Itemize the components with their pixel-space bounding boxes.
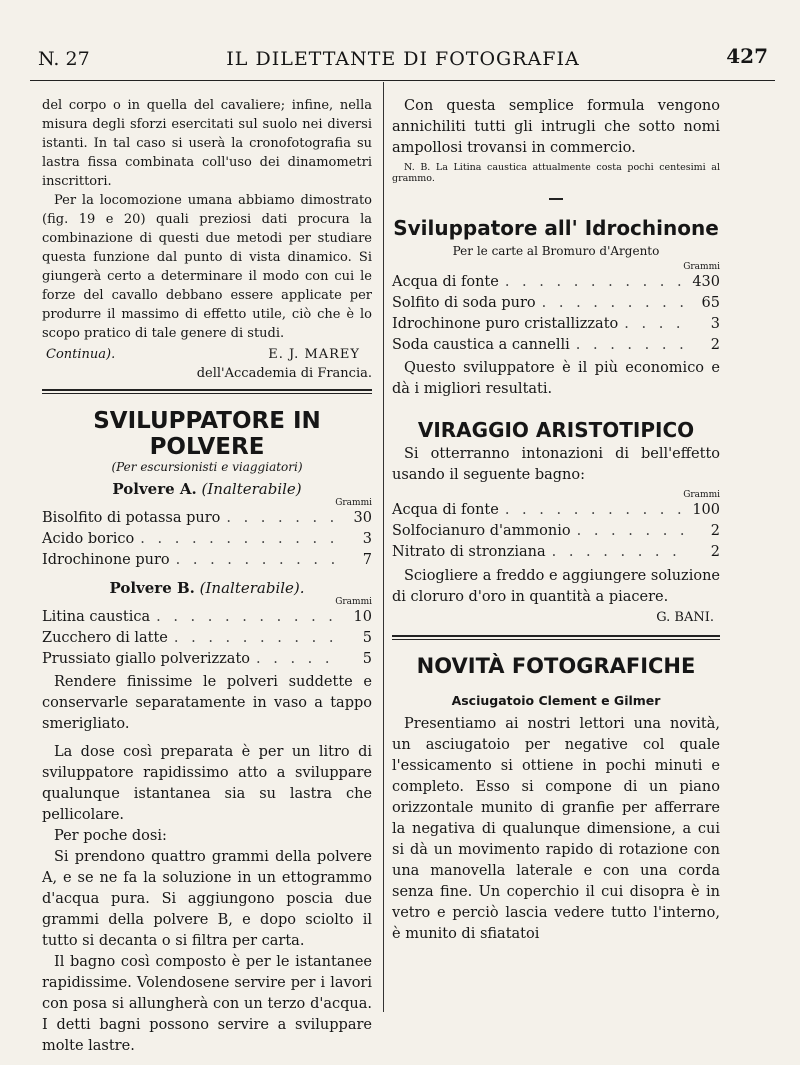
ingredient-name: Idrochinone puro cristallizzato bbox=[392, 316, 619, 332]
author-affiliation: dell'Accademia di Francia. bbox=[196, 366, 372, 381]
section-rule bbox=[42, 389, 372, 394]
body-paragraph: Con questa semplice formula vengono annichiliti tutti gli intrugli che sotto nomi ampollosi trovansi in commercio. bbox=[392, 98, 720, 156]
nota-bene: N. B. La Litina caustica attualmente costa pochi centesimi al grammo. bbox=[392, 162, 720, 184]
polvere-b-list bbox=[42, 607, 372, 670]
recipe-row bbox=[42, 529, 372, 550]
polvere-b-heading bbox=[42, 579, 372, 597]
ingredient-name: Acido borico bbox=[42, 531, 135, 547]
intro-paragraph: del corpo o in quella del cavaliere; infine, nella misura degli sforzi esercitati sul suolo nei diversi istanti. In tal caso si userà la cronofotografia su lastra fissa combinata coll'uso dei dinamometri inscrittori. bbox=[42, 98, 372, 189]
ingredient-qty: 2 bbox=[710, 337, 720, 353]
recipe-row bbox=[392, 314, 720, 335]
body-paragraph: Per poche dosi: bbox=[54, 828, 167, 844]
journal-title: IL DILETTANTE DI FOTOGRAFIA bbox=[226, 48, 580, 70]
body-paragraph: La dose così preparata è per un litro di sviluppatore rapidissimo atto a sviluppare qualunque istantanea sia su lastra che pellicolare. bbox=[42, 744, 372, 823]
ingredient-name: Zucchero di latte bbox=[42, 630, 168, 646]
idrochinone-list bbox=[392, 272, 720, 356]
ingredient-name: Acqua di fonte bbox=[392, 274, 499, 290]
recipe-row bbox=[42, 508, 372, 529]
recipe-row bbox=[392, 335, 720, 356]
ingredient-qty: 7 bbox=[362, 552, 372, 568]
grammi-label: Grammi bbox=[335, 597, 372, 607]
section-title: VIRAGGIO ARISTOTIPICO bbox=[417, 418, 695, 442]
ingredient-qty: 65 bbox=[701, 295, 720, 311]
section-subtitle: Asciugatoio Clement e Gilmer bbox=[451, 693, 661, 708]
grammi-label: Grammi bbox=[683, 262, 720, 272]
recipe-row bbox=[392, 500, 720, 521]
ingredient-qty: 3 bbox=[710, 316, 720, 332]
header-rule bbox=[30, 80, 775, 81]
ingredient-name: Nitrato di stronziana bbox=[392, 544, 546, 560]
ingredient-name: Solfocianuro d'ammonio bbox=[392, 523, 571, 539]
ingredient-qty: 3 bbox=[362, 531, 372, 547]
article-signature: G. BANI. bbox=[656, 610, 714, 625]
issue-number: N. 27 bbox=[38, 48, 90, 70]
recipe-row bbox=[42, 628, 372, 649]
polvere-b-note: (Inalterabile). bbox=[199, 579, 305, 597]
intro-paragraph: Per la locomozione umana abbiamo dimostrato (fig. 19 e 20) quali preziosi dati procura la combinazione di questi due metodi per studiare questa funzione dal punto di vista dinamico. Si giungerà certo a determinare il modo con cui le forze del cavallo debbano essere applicate per produrre il massimo di effetto utile, ciò che è lo scopo pratico di tale genere di studi. bbox=[42, 193, 372, 341]
polvere-a-heading bbox=[42, 480, 372, 498]
body-paragraph: Il bagno così composto è per le istantanee rapidissime. Volendosene servire per i lavori con posa si allungherà con un terzo d'acqua. I detti bagni possono servire a sviluppare molte lastre. bbox=[42, 954, 372, 1054]
continua-note: Continua). bbox=[46, 347, 116, 362]
ingredient-name: Acqua di fonte bbox=[392, 502, 499, 518]
ingredient-name: Soda caustica a cannelli bbox=[392, 337, 570, 353]
recipe-row bbox=[392, 542, 720, 563]
page-number: 427 bbox=[726, 44, 768, 68]
body-paragraph: Si otterranno intonazioni di bell'effetto usando il seguente bagno: bbox=[392, 446, 720, 483]
ingredient-qty: 10 bbox=[353, 609, 372, 625]
body-paragraph: Sciogliere a freddo e aggiungere soluzione di cloruro d'oro in quantità a piacere. bbox=[392, 568, 720, 605]
ingredient-name: Idrochinone puro bbox=[42, 552, 170, 568]
body-paragraph: Presentiamo ai nostri lettori una novità, un asciugatoio per negative col quale l'essicamento si ottiene in pochi minuti e completo. Esso si compone di un piano orizzontale munito di granfie per afferrare la negativa di qualunque dimensione, a cui si dà un movimento rapido di rotazione con una manovella laterale e con una corda senza fine. Un coperchio il cui disopra è in vetro e perciò lascia vedere tutto l'interno, è munito di sfiatatoi bbox=[392, 716, 720, 942]
left-column bbox=[42, 96, 372, 1057]
recipe-row bbox=[42, 550, 372, 571]
section-subtitle: Per le carte al Bromuro d'Argento bbox=[452, 244, 660, 258]
recipe-row bbox=[392, 293, 720, 314]
body-paragraph: Si prendono quattro grammi della polvere A, e se ne fa la soluzione in un ettogrammo d'acqua pura. Si aggiungono poscia due grammi della polvere B, e dopo sciolto il tutto si decanta o si filtra per carta. bbox=[42, 849, 372, 949]
section-title: Sviluppatore all' Idrochinone bbox=[393, 216, 719, 240]
viraggio-list bbox=[392, 500, 720, 563]
section-title: SVILUPPATORE IN POLVERE bbox=[93, 408, 321, 460]
body-paragraph: Rendere finissime le polveri suddette e conservarle separatamente in vaso a tappo smerigliato. bbox=[42, 674, 372, 732]
recipe-row bbox=[42, 649, 372, 670]
polvere-b-title: Polvere B. bbox=[109, 579, 195, 597]
section-subtitle: (Per escursionisti e viaggiatori) bbox=[111, 460, 303, 474]
ingredient-name: Bisolfito di potassa puro bbox=[42, 510, 221, 526]
recipe-row bbox=[42, 607, 372, 628]
section-rule bbox=[392, 635, 720, 640]
column-divider bbox=[383, 82, 384, 1012]
right-column bbox=[392, 96, 720, 945]
ingredient-qty: 430 bbox=[692, 274, 720, 290]
separator-dash bbox=[549, 198, 563, 200]
ingredient-qty: 2 bbox=[710, 544, 720, 560]
grammi-label: Grammi bbox=[683, 490, 720, 500]
ingredient-name: Litina caustica bbox=[42, 609, 151, 625]
ingredient-name: Solfito di soda puro bbox=[392, 295, 536, 311]
polvere-a-note: (Inalterabile) bbox=[201, 480, 302, 498]
ingredient-qty: 2 bbox=[710, 523, 720, 539]
polvere-a-title: Polvere A. bbox=[112, 480, 197, 498]
section-title: NOVITÀ FOTOGRAFICHE bbox=[416, 654, 696, 678]
ingredient-qty: 30 bbox=[353, 510, 372, 526]
polvere-a-list bbox=[42, 508, 372, 571]
ingredient-qty: 5 bbox=[362, 630, 372, 646]
ingredient-name: Prussiato giallo polverizzato bbox=[42, 651, 251, 667]
ingredient-qty: 100 bbox=[692, 502, 720, 518]
body-paragraph: Questo sviluppatore è il più economico e dà i migliori resultati. bbox=[392, 360, 720, 397]
article-author: E. J. MAREY bbox=[268, 347, 360, 362]
page-header bbox=[38, 44, 768, 72]
grammi-label: Grammi bbox=[335, 498, 372, 508]
recipe-row bbox=[392, 521, 720, 542]
recipe-row bbox=[392, 272, 720, 293]
ingredient-qty: 5 bbox=[362, 651, 372, 667]
